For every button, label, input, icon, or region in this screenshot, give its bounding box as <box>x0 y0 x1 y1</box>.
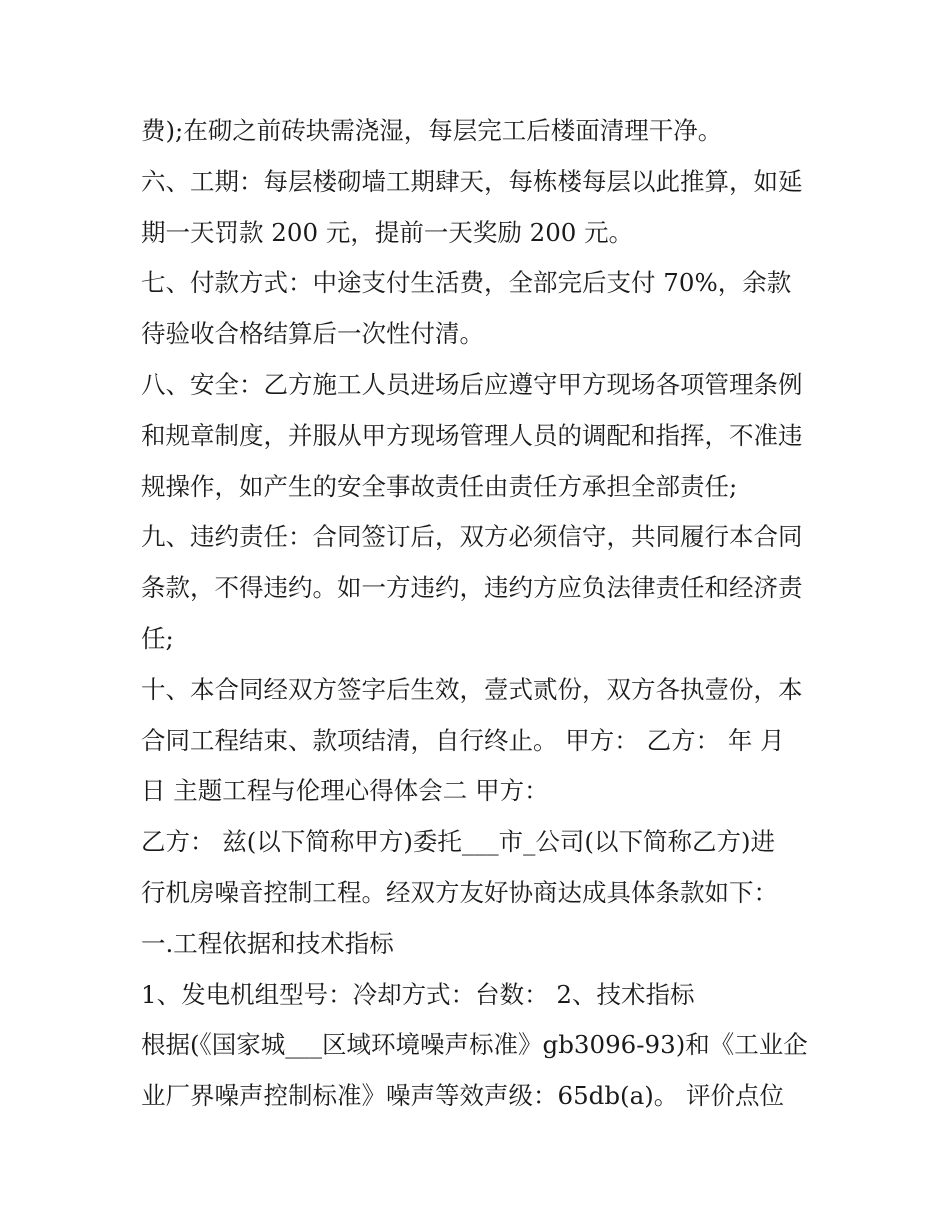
text-line: 1、发电机组型号：冷却方式：台数： 2、技术指标 <box>141 979 695 1009</box>
document-body <box>141 106 821 1122</box>
text-line: 期一天罚款 200 元，提前一天奖励 200 元。 <box>141 217 634 247</box>
text-line: 和规章制度，并服从甲方现场管理人员的调配和指挥，不准违 <box>141 420 803 450</box>
text-line: 七、付款方式：中途支付生活费，全部完后支付 70%，余款 <box>141 268 792 298</box>
text-line: 九、违约责任：合同签订后，双方必须信守，共同履行本合同 <box>141 522 803 552</box>
text-line: 任; <box>141 623 174 653</box>
text-line: 根据(《国家城___区域环境噪声标准》gb3096-93)和《工业企 <box>141 1030 808 1060</box>
text-line: 六、工期：每层楼砌墙工期肆天，每栋楼每层以此推算，如延 <box>141 166 803 196</box>
text-line: 待验收合格结算后一次性付清。 <box>141 319 484 349</box>
text-line: 十、本合同经双方签字后生效，壹式贰份，双方各执壹份，本 <box>141 674 803 704</box>
text-line: 合同工程结束、款项结清，自行终止。 甲方： 乙方： 年 月 <box>141 725 785 755</box>
text-line: 规操作，如产生的安全事故责任由责任方承担全部责任; <box>141 471 738 501</box>
text-line: 条款，不得违约。如一方违约，违约方应负法律责任和经济责 <box>141 573 803 603</box>
text-line: 业厂界噪声控制标准》噪声等效声级：65db(a)。 评价点位 <box>141 1081 785 1111</box>
text-line: 乙方： 兹(以下简称甲方)委托___市_公司(以下简称乙方)进 <box>141 827 776 857</box>
text-line: 行机房噪音控制工程。经双方友好协商达成具体条款如下： <box>141 877 778 907</box>
text-line: 八、安全：乙方施工人员进场后应遵守甲方现场各项管理条例 <box>141 369 803 399</box>
text-line: 费);在砌之前砖块需浇湿，每层完工后楼面清理干净。 <box>141 116 723 145</box>
text-line: 一.工程依据和技术指标 <box>141 928 394 958</box>
text-line: 日 主题工程与伦理心得体会二 甲方： <box>141 776 549 806</box>
